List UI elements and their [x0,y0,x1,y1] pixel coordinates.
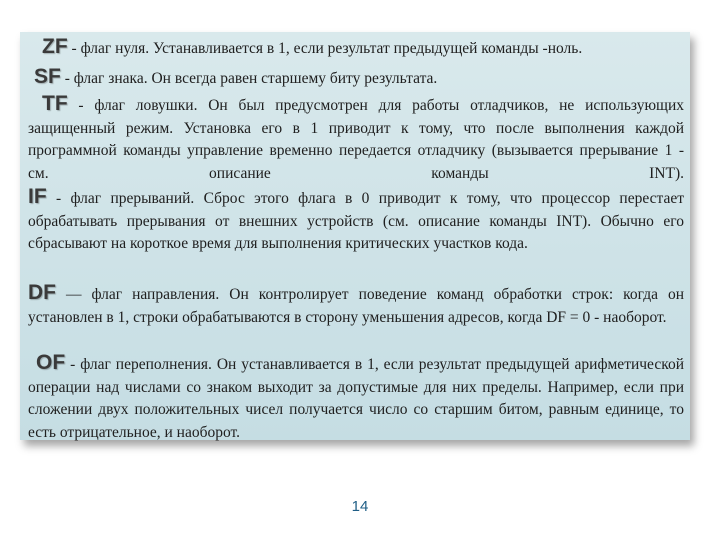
flag-name-df: DF [28,281,56,304]
paragraph-zf [28,36,698,61]
page-number: 14 [351,498,369,515]
flag-name-if: IF [28,185,47,208]
paragraph-tf [28,93,684,185]
flag-name-tf: TF [42,92,68,115]
paragraph-df [28,282,684,329]
paragraph-text-sf: - флаг знака. Он всегда равен старшему биту результата. [60,70,438,87]
paragraph-text-if: - флаг прерываний. Сброс этого флага в 0 приводит к тому, что процессор перестает обрабатывать прерывания от внешних устройств (см. описание команды INT). Обычно его сбрасывают на короткое время для выполнения критических участков кода. [28,190,684,253]
paragraph-text-tf: - флаг ловушки. Он был предусмотрен для работы отладчиков, не использующих защищенный режим. Установка его в 1 приводит к тому, что после выполнения каждой программной команды управление временно передается отладчику (вызывается прерывание 1 - см. описание команды INT). [28,97,684,182]
paragraph-of [28,352,684,444]
flag-name-of: OF [36,351,66,374]
paragraph-if [28,186,684,256]
paragraph-text-zf: - флаг нуля. Устанавливается в 1, если результат предыдущей команды -ноль. [67,40,583,57]
paragraph-text-of: - флаг переполнения. Он устанавливается в 1, если результат предыдущей арифметической операции над числами со знаком выходит за допустимые для них пределы. Например, если при сложении двух положительных чисел получается число со старшим битом, равным единице, то есть отрицательное, и наоборот. [28,356,684,441]
flag-name-sf: SF [34,65,61,88]
flag-name-zf: ZF [42,35,68,58]
paragraph-sf [28,66,690,91]
paragraph-text-df: — флаг направления. Он контролирует поведение команд обработки строк: когда он установлен в 1, строки обрабатываются в сторону уменьшения адресов, когда DF = 0 - наоборот. [28,286,684,326]
